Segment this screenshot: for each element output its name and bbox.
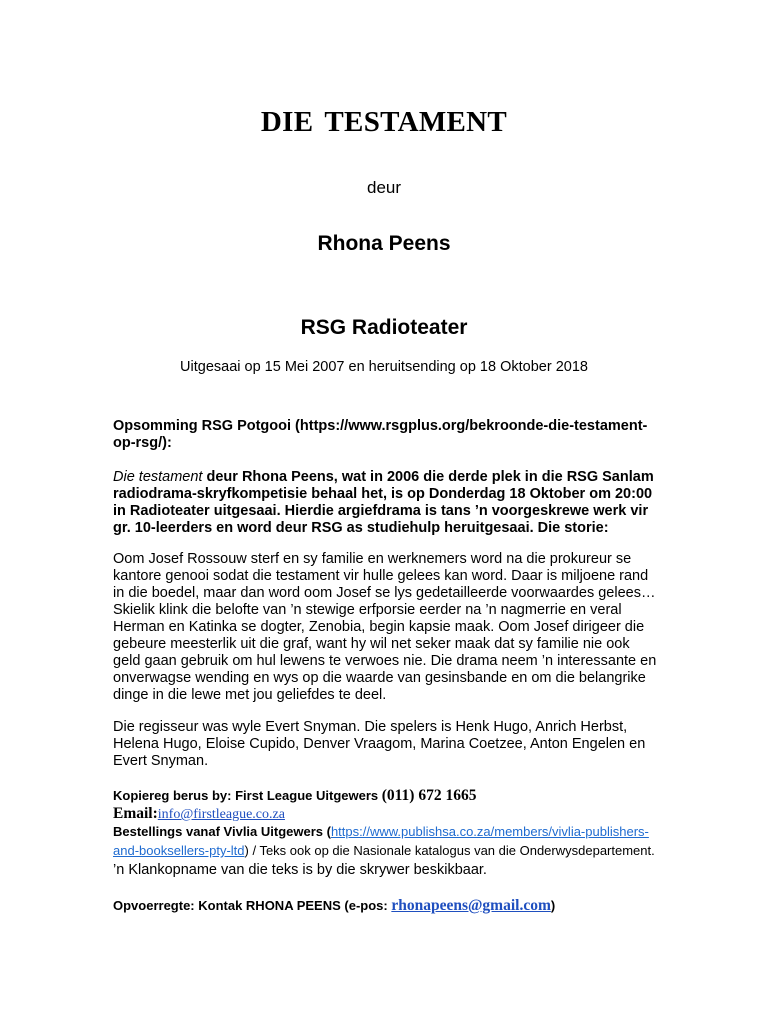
copyright-label: Kopiereg berus by: First League Uitgewers [113, 788, 382, 803]
performing-label: Opvoerregte: Kontak RHONA PEENS (e-pos: [113, 898, 392, 913]
recording-note: ’n Klankopname van die teks is by die skrywer beskikbaar. [113, 862, 487, 878]
orders-link[interactable]: https://www.publishsa.co.za/members/vivlia-publishers-and-booksellers-pty-ltd [113, 824, 649, 858]
orders-text: ) / Teks ook op die Nasionale katalogus van die Onderwysdepartement. [244, 843, 655, 858]
orders-paragraph [113, 822, 658, 880]
document-title: DIE TESTAMENT [260, 106, 508, 138]
summary-intro [113, 469, 658, 537]
performing-rights-line [113, 896, 658, 915]
email-link[interactable]: info@firstleague.co.za [157, 807, 285, 822]
intro-text: deur Rhona Peens, wat in 2006 die derde plek in die RSG Sanlam radiodrama-skryfkompetisie behaal het, is op Donderdag 18 Oktober om 20:00 in Radioteater uitgesaai. Hierdie argiefdrama is tans ’n voorgeskrewe werk vir gr. 10-leerders en word deur RSG as studiehulp heruitgesaai. Die storie: [113, 469, 654, 536]
copyright-line [113, 786, 658, 805]
story-paragraph: Oom Josef Rossouw sterf en sy familie en werknemers word na die prokureur se kantore genooi sodat die testament vir hulle gelees kan word. Daar is miljoene rand in die boedel, maar dan word oom Josef se lys gedetailleerde voorwaardes gelees… Skielik klink die belofte van ’n stewige erfporsie eerder na ’n nagmerrie en veral Herman en Katinka se dogter, Zenobia, begin kapsie maak. Oom Josef dirigeer die gebeure meesterlik uit die graf, want hy wil net seker maak dat sy familie nie ook geld gaan gebruik om hul lewens te verwoes nie. Die drama neem ’n interessante en onverwagse wending en wys op die waarde van gesinsbande en om die belangrike dinge in die lewe met jou geliefdes te deel. [113, 551, 657, 703]
orders-label: Bestellings vanaf Vivlia Uitgewers ( [113, 824, 331, 839]
copyright-phone: (011) 672 1665 [381, 787, 477, 804]
program-name: RSG Radioteater [300, 316, 468, 339]
cast-paragraph: Die regisseur was wyle Evert Snyman. Die spelers is Henk Hugo, Anrich Herbst, Helena Hugo, Eloise Cupido, Denver Vraagom, Marina Coetzee, Anton Engelen en Evert Snyman. [113, 719, 646, 769]
email-line [113, 804, 658, 824]
performing-close: ) [550, 898, 556, 913]
by-label: deur [366, 178, 402, 197]
intro-italic-title: Die testament [113, 469, 203, 485]
summary-heading: Opsomming RSG Potgooi (https://www.rsgplus.org/bekroonde-die-testament-op-rsg/): [113, 418, 648, 451]
performing-email-link[interactable]: rhonapeens@gmail.com [391, 897, 551, 914]
author-name: Rhona Peens [317, 232, 451, 255]
email-label: Email: [113, 805, 158, 822]
broadcast-info: Uitgesaai op 15 Mei 2007 en heruitsending op 18 Oktober 2018 [180, 359, 588, 375]
